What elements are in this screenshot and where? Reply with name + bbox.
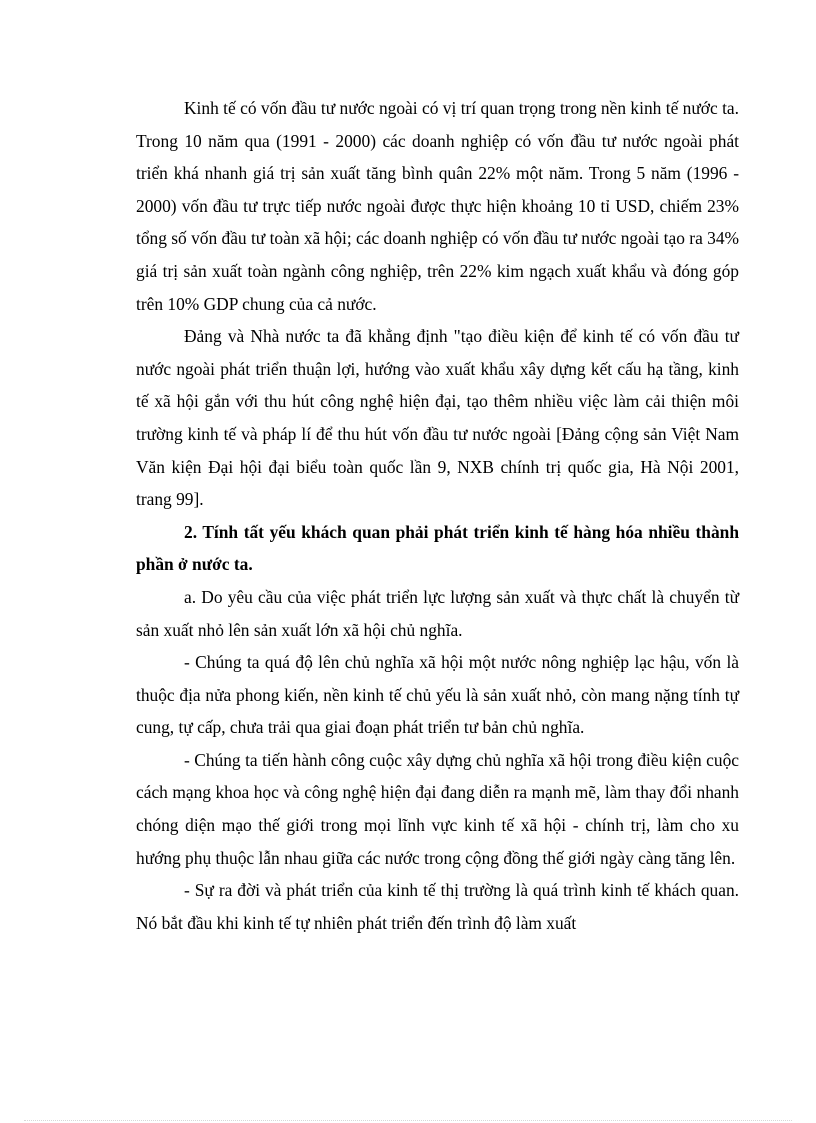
paragraph-bullet-market-economy: - Sự ra đời và phát triển của kinh tế thị trường là quá trình kinh tế khách quan. Nó bắt đầu khi kinh tế tự nhiên phát triển đến trình độ làm xuất xyxy=(136,880,739,933)
page-bottom-divider xyxy=(24,1120,792,1121)
paragraph-bullet-tech-revolution: - Chúng ta tiến hành công cuộc xây dựng chủ nghĩa xã hội trong điều kiện cuộc cách mạng khoa học và công nghệ hiện đại đang diễn ra mạnh mẽ, làm thay đổi nhanh chóng diện mạo thế giới trong mọi lĩnh vực kinh tế xã hội - chính trị, làm cho xu hướng phụ thuộc lẫn nhau giữa các nước trong cộng đồng thế giới ngày càng tăng lên. xyxy=(136,749,739,868)
paragraph-bullet-agrarian: - Chúng ta quá độ lên chủ nghĩa xã hội một nước nông nghiệp lạc hậu, vốn là thuộc địa nửa phong kiến, nền kinh tế chủ yếu là sản xuất nhỏ, còn mang nặng tính tự cung, tự cấp, chưa trải qua giai đoạn phát triển tư bản chủ nghĩa. xyxy=(136,652,739,738)
paragraph-fdi-role: Kinh tế có vốn đầu tư nước ngoài có vị trí quan trọng trong nền kinh tế nước ta. Trong 10 năm qua (1991 - 2000) các doanh nghiệp có vốn đầu tư nước ngoài phát triển khá nhanh giá trị sản xuất tăng bình quân 22% một năm. Trong 5 năm (1996 - 2000) vốn đầu tư trực tiếp nước ngoài được thực hiện khoảng 10 tỉ USD, chiếm 23% tổng số vốn đầu tư toàn xã hội; các doanh nghiệp có vốn đầu tư nước ngoài tạo ra 34% giá trị sản xuất toàn ngành công nghiệp, trên 22% kim ngạch xuất khẩu và đóng góp trên 10% GDP chung của cả nước. xyxy=(136,98,740,314)
section-heading: 2. Tính tất yếu khách quan phải phát triển kinh tế hàng hóa nhiều thành phần ở nước ta. xyxy=(136,521,739,575)
paragraph-subsection-a: a. Do yêu cầu của việc phát triển lực lượng sản xuất và thực chất là chuyển từ sản xuất nhỏ lên sản xuất lớn xã hội chủ nghĩa. xyxy=(136,586,739,640)
document-body xyxy=(136,92,739,939)
paragraph-party-policy: Đảng và Nhà nước ta đã khẳng định "tạo điều kiện để kinh tế có vốn đầu tư nước ngoài phát triển thuận lợi, hướng vào xuất khẩu xây dựng kết cấu hạ tầng, kinh tế xã hội gắn với thu hút công nghệ hiện đại, tạo thêm nhiều việc làm cải thiện môi trường kinh tế và pháp lí để thu hút vốn đầu tư nước ngoài [Đảng cộng sản Việt Nam Văn kiện Đại hội đại biểu toàn quốc lần 9, NXB chính trị quốc gia, Hà Nội 2001, trang 99]. xyxy=(136,326,739,510)
